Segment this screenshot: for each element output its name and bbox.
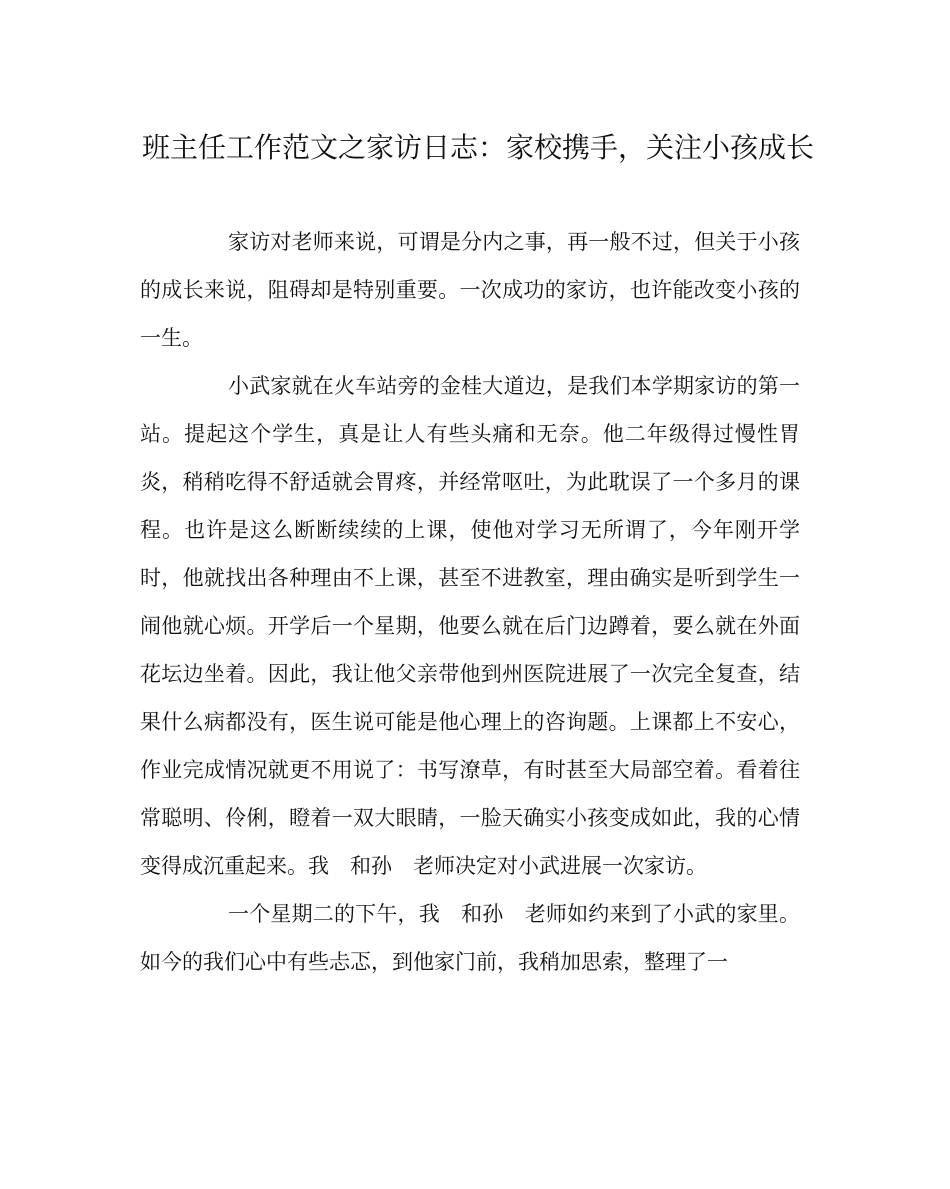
paragraph-2: 小武家就在火车站旁的金桂大道边，是我们本学期家访的第一站。提起这个学生，真是让人有些头痛和无奈。他二年级得过慢性胃炎，稍稍吃得不舒适就会胃疼，并经常呕吐，为此耽误了一个多月的课程。也许是这么断断续续的上课，使他对学习无所谓了，今年刚开学时，他就找出各种理由不上课，甚至不进教室，理由确实是听到学生一闹他就心烦。开学后一个星期，他要么就在后门边蹲着，要么就在外面花坛边坐着。因此，我让他父亲带他到州医院进展了一次完全复查，结果什么病都没有，医生说可能是他心理上的咨询题。上课都上不安心，作业完成情况就更不用说了：书写潦草，有时甚至大局部空着。看着往常聪明、伶俐，瞪着一双大眼睛，一脸天确实小孩变成如此，我的心情变得成沉重起来。我 和孙 老师决定对小武进展一次家访。 xyxy=(140,374,800,878)
paragraph-1: 家访对老师来说，可谓是分内之事，再一般不过，但关于小孩的成长来说，阻碍却是特别重要。一次成功的家访，也许能改变小孩的一生。 xyxy=(140,230,800,350)
document-title: 班主任工作范文之家访日志：家校携手，关注小孩成长 xyxy=(142,131,815,164)
paragraph-3: 一个星期二的下午，我 和孙 老师如约来到了小武的家里。如今的我们心中有些忐忑，到他家门前，我稍加思索，整理了一 xyxy=(140,902,800,974)
document-body xyxy=(140,218,800,986)
